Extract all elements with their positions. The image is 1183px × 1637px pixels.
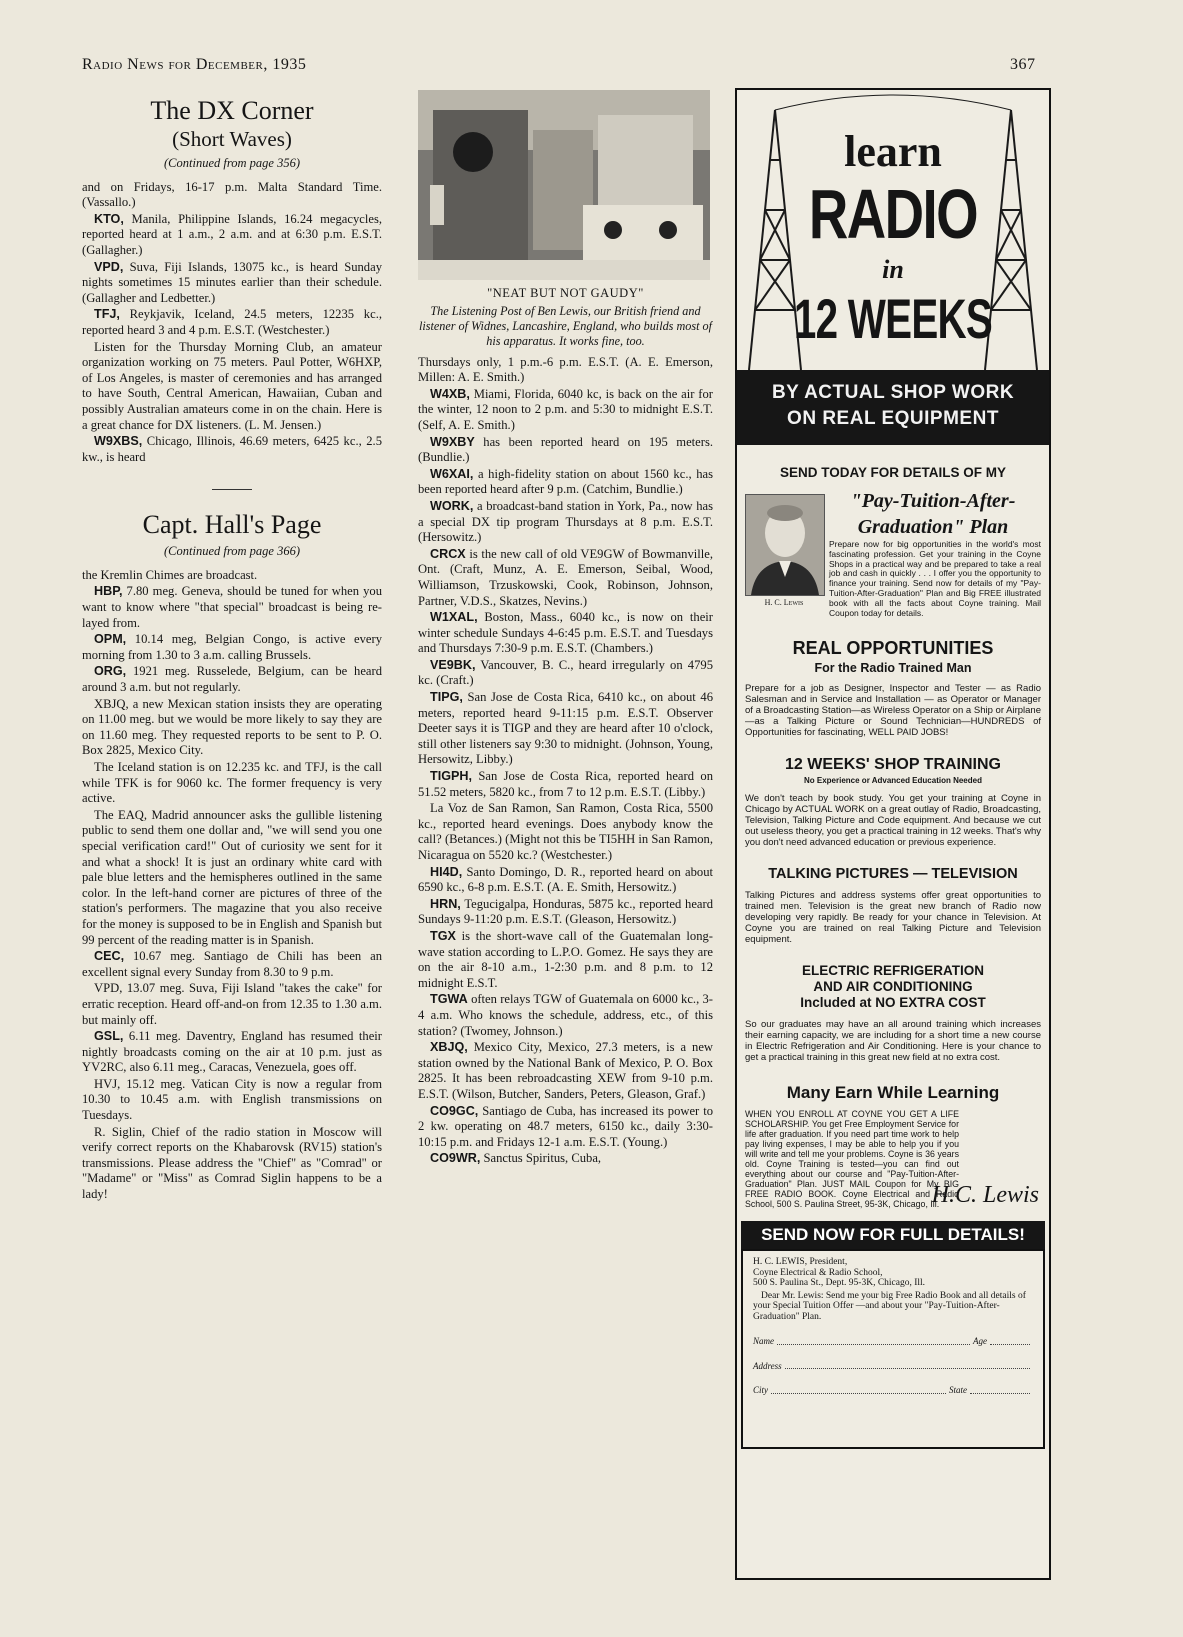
- column-middle: [418, 90, 713, 1615]
- many-earn-section: [737, 1109, 1049, 1209]
- dx-corner-title: The DX Corner: [150, 96, 314, 125]
- call-sign: GSL,: [94, 1029, 124, 1044]
- signature: H.C. Lewis: [931, 1182, 1039, 1209]
- paragraph: [82, 808, 382, 948]
- paragraph: [418, 1151, 713, 1167]
- paragraph: [418, 355, 713, 386]
- call-sign: VPD,: [94, 259, 124, 274]
- paragraph-text: Listen for the Thursday Morning Club, an amateur organization working on 75 meters. Paul Potter, W6HXP, of Los Angeles, is master of ceremonies and has arranged to have South, Central American, Hawaiian, Cuban and possibly Australian amateurs come in on the chain. Here is a great chance for DX listeners. (L. M. Jensen.): [82, 339, 382, 432]
- photo-caption: The Listening Post of Ben Lewis, our British friend and listener of Widnes, Lancashire, England, who builds most of his apparatus. It works fine, too.: [418, 303, 713, 348]
- capt-hall-title: Capt. Hall's Page: [142, 510, 322, 540]
- dx-corner-continued-body: [418, 355, 713, 1167]
- paragraph: [82, 434, 382, 465]
- call-sign: W4XB,: [430, 386, 470, 401]
- paragraph-text: is the new call of old VE9GW of Bowmanville, Ont. (Craft, Munz, A. E. Emerson, Seibal, Wood, Williamson, Trzuskowski, Cook, Robinson, Johnson, Partner, V.D.S., Skatzes, Nevins.): [418, 546, 713, 608]
- send-now-banner: SEND NOW FOR FULL DETAILS!: [741, 1221, 1045, 1249]
- paragraph: [418, 769, 713, 800]
- paragraph: [82, 180, 382, 211]
- ad-shop-work-band: [737, 370, 1049, 445]
- paragraph-text: XBJQ, a new Mexican station insists they are operating on 11.00 meg. but we would be more likely to say they are on 11.60 meg. They requested reports to be sent to P. O. Box 2825, Mexico City.: [82, 696, 382, 758]
- paragraph: [418, 992, 713, 1039]
- paragraph: [418, 690, 713, 768]
- age-field[interactable]: [990, 1336, 1030, 1345]
- paragraph-text: is the short-wave call of the Guatemalan long-wave station according to L.P.O. Gomez. He says they are on the air 8-10 a.m., 1-2:30 p.m. and 8 p.m. to 12 midnight E.S.T.: [418, 928, 713, 990]
- city-field[interactable]: [771, 1385, 946, 1394]
- section-divider: [212, 489, 252, 490]
- paragraph-text: Mexico City, Mexico, 27.3 meters, is a new station owned by the National Bank of Mexico, P. O. Box 2825. It has been rebroadcasting XEW from 9-10 p.m. E.S.T. (Wilson, Butcher, Sanders, Peters, Gleason, Graf.): [418, 1040, 713, 1101]
- paragraph-text: Santo Domingo, D. R., reported heard on about 6590 kc., 6-8 p.m. E.S.T. (A. E. Smith, Hersowitz.): [418, 864, 713, 895]
- paragraph: [82, 307, 382, 338]
- refrigeration-line-3: Included at NO EXTRA COST: [800, 995, 986, 1011]
- many-earn-body: WHEN YOU ENROLL AT COYNE YOU GET A LIFE SCHOLARSHIP. You get Free Employment Service for life after graduation. If you need part time work to help pay living expenses, I may be able to help you if you will write and tell me your problems. Coyne is 36 years old. Coyne Training is tested—you can find out everything about our course and "Pay-Tuition-After-Graduation" Plan. JUST MAIL Coupon for My BIG FREE RADIO BOOK. Coyne Electrical and Radio School, 500 S. Paulina Street, 95-3K, Chicago, Ill.: [745, 1109, 959, 1210]
- paragraph-text: Thursdays only, 1 p.m.-6 p.m. E.S.T. (A. E. Emerson, Millen: A. E. Smith.): [418, 354, 713, 385]
- city-field-label: City: [753, 1385, 768, 1396]
- paragraph: [82, 981, 382, 1028]
- paragraph: [418, 387, 713, 434]
- paragraph-text: the Kremlin Chimes are broadcast.: [82, 567, 258, 582]
- radio-apparatus-image: [418, 90, 710, 280]
- paragraph-text: 10.14 meg, Belgian Congo, is active every morning from 1.30 to 3 a.m. calling Brussels.: [82, 632, 382, 662]
- paragraph: [418, 435, 713, 466]
- paragraph-text: Manila, Philippine Islands, 16.24 megacycles, reported heard at 1 a.m., 2 a.m. and at 6:30 p.m. E.S.T. (Gallagher.): [82, 211, 382, 257]
- refrigeration-heading: [737, 963, 1049, 1011]
- paragraph-text: 10.67 meg. Santiago de Chili has been an excellent signal every Sunday from 8.30 to 9 p.m.: [82, 949, 382, 979]
- call-sign: W9XBY: [430, 434, 475, 449]
- paragraph-text: Chicago, Illinois, 46.69 meters, 6425 kc., 2.5 kw., is heard: [82, 434, 382, 464]
- paragraph: [418, 658, 713, 689]
- paragraph-text: Suva, Fiji Islands, 13075 kc., is heard Sunday nights sometimes 15 minutes earlier than their schedule. (Gallagher and Ledbetter.): [82, 259, 382, 305]
- call-sign: KTO,: [94, 211, 124, 226]
- paragraph-text: often relays TGW of Guatemala on 6000 kc., 3-4 a.m. Who knows the schedule, address, etc., of this station? (Twomey, Johnson.): [418, 992, 713, 1038]
- paragraph-text: Sanctus Spiritus, Cuba,: [480, 1151, 602, 1166]
- band-line-1: BY ACTUAL SHOP WORK: [771, 382, 1015, 403]
- paragraph: [418, 801, 713, 863]
- paragraph-text: Reykjavik, Iceland, 24.5 meters, 12235 kc., reported heard 3 and 4 p.m. E.S.T. (Westchester.): [82, 307, 382, 337]
- dx-corner-subtitle: (Short Waves): [172, 127, 292, 151]
- call-sign: W9XBS,: [94, 434, 143, 449]
- dx-continued-note: (Continued from page 356): [164, 156, 300, 170]
- paragraph: [418, 610, 713, 657]
- paragraph-text: San Jose de Costa Rica, 6410 kc., on about 46 meters, reported heard 9-11:15 p.m. E.S.T. Observer Deeter says it is TIGP and they are heard after 10 o'clock, still other listeners say 9:30 to midnight. (Johnson, Young, Hersowitz, Libby.): [418, 690, 713, 767]
- paragraph-text: Miami, Florida, 6040 kc, is back on the air for the winter, 12 noon to 2 p.m. and 5:30 to midnight E.S.T. (Self, A. E. Smith.): [418, 386, 713, 432]
- call-sign: VE9BK,: [430, 657, 476, 672]
- photo-caption-title: "NEAT BUT NOT GAUDY": [487, 286, 644, 300]
- coupon-addressee: H. C. LEWIS, President,: [753, 1257, 848, 1268]
- call-sign: HI4D,: [430, 864, 463, 879]
- paragraph: [82, 260, 382, 307]
- paragraph-text: Vancouver, B. C., heard irregularly on 4795 kc. (Craft.): [418, 657, 713, 688]
- coupon-body: Dear Mr. Lewis: Send me your big Free Radio Book and all details of your Special Tuition Offer —and about your "Pay-Tuition-After-Graduation" Plan.: [753, 1290, 1026, 1322]
- paragraph: [418, 865, 713, 896]
- paragraph-text: Tegucigalpa, Honduras, 5875 kc., reported heard Sundays 9-11:20 p.m. E.S.T. (Gleason, Hersowitz.): [418, 896, 713, 927]
- mail-coupon: [741, 1249, 1045, 1449]
- paragraph: [82, 340, 382, 434]
- paragraph-text: The Iceland station is on 12.235 kc. and TFJ, is the call while TFK is for 9060 kc. The former frequency is very active.: [82, 760, 382, 806]
- coyne-advertisement: [735, 88, 1051, 1580]
- paragraph: [82, 1125, 382, 1203]
- hall-continued-note: (Continued from page 366): [164, 544, 300, 559]
- portrait-photo: [745, 494, 825, 596]
- paragraph: [418, 1040, 713, 1102]
- call-sign: TGWA: [430, 992, 468, 1007]
- real-opportunities-heading: REAL OPPORTUNITIES: [792, 638, 994, 659]
- send-today-heading: SEND TODAY FOR DETAILS OF MY: [779, 465, 1007, 480]
- page-number: 367: [1010, 56, 1036, 73]
- capt-hall-body: [82, 568, 382, 1203]
- portrait-icon: [746, 495, 824, 595]
- shop-training-heading: 12 WEEKS' SHOP TRAINING: [785, 756, 1001, 774]
- paragraph-text: 7.80 meg. Geneva, should be tuned for when you want to know where "that special" broadcast is being re-layed from.: [82, 584, 382, 630]
- call-sign: CO9WR,: [430, 1151, 481, 1166]
- talking-pictures-heading: TALKING PICTURES — TELEVISION: [768, 866, 1018, 883]
- dx-corner-body: [82, 180, 382, 466]
- real-opportunities-body: Prepare for a job as Designer, Inspector and Tester — as Radio Salesman and in Service and Installation — as Operator or Manager of a Broadcasting Station—as Wireless Operator on a Ship or Airplane—as a Talking Picture or Sound Technician—HUNDREDS of Opportunities for fascinating, WELL PAID JOBS!: [745, 683, 1041, 739]
- shop-training-body: We don't teach by book study. You get your training at Coyne in Chicago by ACTUAL WORK on a great outlay of Radio, Broadcasting, Television, Talking Picture and Code equipment. And because we cut out useless theory, you get a practical training in 12 weeks. That's why you don't need advanced education or previous experience.: [745, 793, 1041, 849]
- paragraph: [82, 632, 382, 663]
- paragraph-text: Santiago de Cuba, has increased its power to 2 kw. operating on 48.7 meters, 6150 kc., daily 3:30-10:15 p.m. and Fridays 12-1 a.m. E.S.T. (Young.): [418, 1103, 713, 1149]
- call-sign: HRN,: [430, 896, 461, 911]
- paragraph: [82, 1077, 382, 1124]
- call-sign: TFJ,: [94, 307, 120, 322]
- paragraph-text: HVJ, 15.12 meg. Vatican City is now a regular from 10.30 to 10.45 a.m. with English transmissions on Tuesdays.: [82, 1076, 382, 1123]
- coupon-name-line[interactable]: [753, 1336, 1033, 1347]
- paragraph-text: La Voz de San Ramon, San Ramon, Costa Rica, 5500 kc., reported heard evenings. Does anybody know the call? (Betances.) (Might not this be TI5HH in San Ramon, Nicaragua on 5520 kc.? (Westchester.): [418, 801, 713, 862]
- running-header: Radio News for December, 1935: [82, 56, 307, 73]
- paragraph-text: 6.11 meg. Daventry, England has resumed their nightly broadcasts coming on the air at 10 p.m. just as YV2RC, also 6.11 meg., Caracas, Venezuela, goes off.: [82, 1029, 382, 1075]
- pta-body: Prepare now for big opportunities in the world's most fascinating profession. Get your training in the Coyne Shops in a practical way and be prepared to take a real job and cash in quickly . . . I offer you the opportunity to finance your training. Send now for details of my "Pay-Tuition-After-Graduation" Plan and Big FREE illustrated book with all the facts about Coyne training. Mail Coupon today for details.: [829, 539, 1041, 618]
- many-earn-heading: Many Earn While Learning: [786, 1083, 1000, 1103]
- call-sign: W6XAI,: [430, 466, 474, 481]
- paragraph: [82, 212, 382, 259]
- refrigeration-line-1: ELECTRIC REFRIGERATION: [802, 963, 984, 979]
- pta-section: [737, 488, 1049, 618]
- paragraph-text: a broadcast-band station in York, Pa., now has a special DX tip program Thursdays at 8 p.m. E.S.T. (Hersowitz.): [418, 498, 713, 545]
- talking-pictures-body: Talking Pictures and address systems offer great opportunities to trained men. Television is the great new branch of Radio now developing very rapidly. Be ready for your chance in Television. At Coyne you are trained on real Talking Picture and Television equipment.: [745, 890, 1041, 946]
- call-sign: XBJQ,: [430, 1040, 468, 1055]
- address-field-label: Address: [753, 1360, 782, 1371]
- paragraph: [418, 897, 713, 928]
- paragraph: [82, 568, 382, 584]
- name-field[interactable]: [777, 1336, 970, 1345]
- paragraph-text: and on Fridays, 16-17 p.m. Malta Standard Time. (Vassallo.): [82, 179, 382, 210]
- ad-radio: RADIO: [808, 175, 978, 253]
- refrigeration-line-2: AND AIR CONDITIONING: [813, 979, 973, 995]
- paragraph: [82, 584, 382, 631]
- paragraph-text: San Jose de Costa Rica, reported heard on 51.52 meters, 5820 kc., from 7 to 12 p.m. E.S.T. (Libby.): [418, 769, 713, 799]
- call-sign: CEC,: [94, 949, 125, 964]
- paragraph-text: has been reported heard on 195 meters. (Bundlie.): [418, 434, 713, 465]
- call-sign: W1XAL,: [430, 610, 478, 625]
- call-sign: TGX: [430, 928, 456, 943]
- ad-in: in: [882, 255, 904, 284]
- ad-12-weeks: 12 WEEKS: [793, 287, 993, 350]
- paragraph: [418, 1104, 713, 1151]
- paragraph: [82, 949, 382, 980]
- paragraph-text: Boston, Mass., 6040 kc., is now on their winter schedule Sundays 4-6:45 p.m. E.S.T. and Tuesdays and Thursdays 7:30-9 p.m. E.S.T. (Chambers.): [418, 610, 713, 656]
- paragraph: [82, 664, 382, 695]
- shop-training-subheading: No Experience or Advanced Education Needed: [804, 776, 982, 786]
- call-sign: CO9GC,: [430, 1103, 479, 1118]
- paragraph: [418, 467, 713, 498]
- refrigeration-body: So our graduates may have an all around training which increases their earning capacity, we are including for a short time a new course in Electric Refrigeration and Air Conditioning. Here is your chance to get a practical training in this great new field at no extra cost.: [745, 1019, 1041, 1064]
- paragraph-text: VPD, 13.07 meg. Suva, Fiji Island "takes the cake" for erratic reception. Heard off-and-on from 12.35 to 1.30 a.m. but mainly off.: [82, 981, 382, 1027]
- paragraph-text: a high-fidelity station on about 1560 kc., has been reported heard after 9 p.m. (Catchim, Bundlie.): [418, 466, 713, 497]
- paragraph: [418, 547, 713, 609]
- ad-hero: [737, 90, 1049, 445]
- listening-post-photo: [418, 90, 710, 280]
- column-left: [82, 96, 382, 1621]
- call-sign: WORK,: [430, 498, 474, 513]
- coupon-city-line[interactable]: [753, 1385, 1033, 1396]
- call-sign: TIGPH,: [430, 769, 472, 784]
- age-field-label: Age: [973, 1336, 987, 1347]
- band-line-2: ON REAL EQUIPMENT: [787, 408, 999, 429]
- paragraph: [418, 499, 713, 546]
- name-field-label: Name: [753, 1336, 774, 1347]
- real-opportunities-subheading: For the Radio Trained Man: [814, 661, 972, 676]
- paragraph-text: R. Siglin, Chief of the radio station in Moscow will verify correct reports on the Khabarovsk (RV15) station's transmissions. Please address the "Chief" as "Comrad" or "Madame" or "Miss" as Comrad Siglin happens to be a lady!: [82, 1124, 382, 1202]
- state-field[interactable]: [970, 1385, 1030, 1394]
- call-sign: ORG,: [94, 664, 127, 679]
- coupon-school: Coyne Electrical & Radio School,: [753, 1267, 883, 1278]
- pta-title-2: Graduation" Plan: [857, 516, 1009, 538]
- paragraph: [418, 929, 713, 991]
- portrait-caption: H. C. Lewis: [764, 598, 804, 607]
- paragraph-text: 1921 meg. Russelede, Belgium, can be heard around 3 a.m. but not regularly.: [82, 664, 382, 695]
- ad-learn: learn: [844, 127, 942, 176]
- call-sign: OPM,: [94, 632, 127, 647]
- coupon-address-line[interactable]: [753, 1361, 1033, 1372]
- paragraph: [82, 697, 382, 759]
- paragraph: [82, 1029, 382, 1076]
- coupon-street: 500 S. Paulina St., Dept. 95-3K, Chicago, Ill.: [753, 1278, 926, 1289]
- address-field[interactable]: [785, 1361, 1030, 1370]
- call-sign: CRCX: [430, 546, 466, 561]
- call-sign: HBP,: [94, 584, 123, 599]
- state-field-label: State: [949, 1385, 967, 1396]
- paragraph: [82, 760, 382, 807]
- paragraph-text: The EAQ, Madrid announcer asks the gullible listening public to send them one dollar and, "we will send you one special verification card!" Out of curiosity we sent for it and what a shock! It is just an ordinary white card with pale blue letters and the hemispheres outlined in the same color. In the left-hand corner are pictures of three of the station's performers. The magazine that you also receive for the money is supposed to be in English and Spanish but 99 percent of the reading matter is in Spanish.: [82, 807, 382, 947]
- call-sign: TIPG,: [430, 690, 463, 705]
- pta-title-1: "Pay-Tuition-After-: [850, 490, 1016, 512]
